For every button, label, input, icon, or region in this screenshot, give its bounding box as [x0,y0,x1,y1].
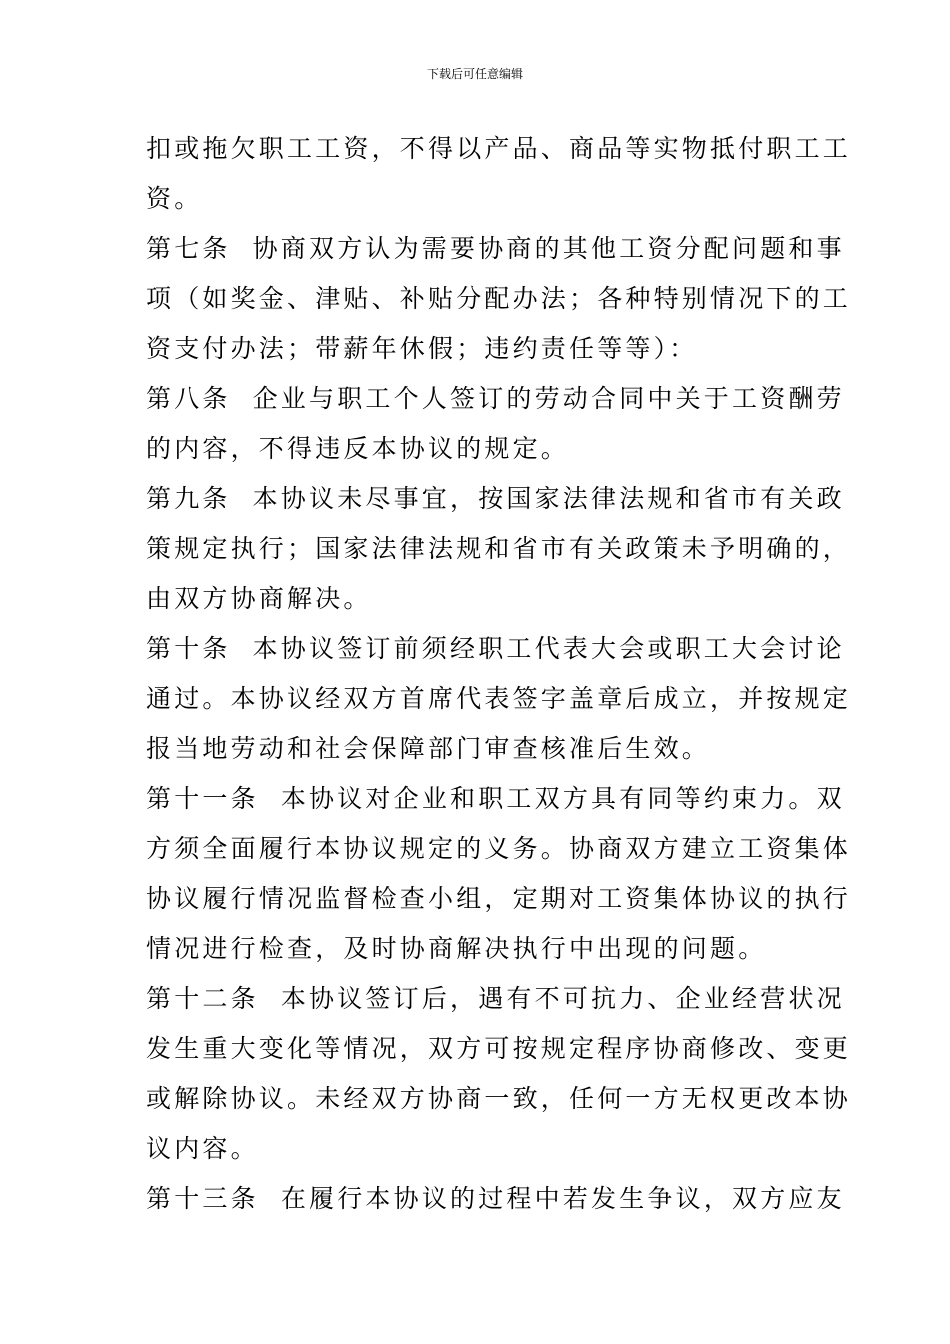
article-number: 第七条 [146,234,231,263]
line-text: 扣或拖欠职工工资，不得以产品、商品等实物抵付职工工 [146,134,852,163]
line-text: 方须全面履行本协议规定的义务。协商双方建立工资集体 [146,834,852,863]
line-text: 本协议对企业和职工双方具有同等约束力。双 [280,784,845,813]
text-line [146,980,845,1030]
text-line [146,280,852,330]
text-line [146,130,852,180]
text-line [146,580,818,630]
line-text: 报当地劳动和社会保障部门审查核准后生效。 [146,734,711,763]
paragraph [146,480,852,630]
line-text: 本协议签订后，遇有不可抗力、企业经营状况 [280,984,845,1013]
text-line [146,480,845,530]
text-line [146,230,845,280]
line-text: 或解除协议。未经双方协商一致，任何一方无权更改本协 [146,1084,852,1113]
paragraph [146,780,852,980]
page-header: 下载后可任意编辑 [426,67,523,81]
line-text: 策规定执行；国家法律法规和省市有关政策未予明确的， [146,534,852,563]
text-line [146,1130,818,1180]
text-line [146,1030,852,1080]
line-text: 协商双方认为需要协商的其他工资分配问题和事 [252,234,845,263]
paragraph [146,1180,845,1230]
line-text: 发生重大变化等情况，双方可按规定程序协商修改、变更 [146,1034,852,1063]
line-text: 的内容，不得违反本协议的规定。 [146,434,570,463]
text-line [146,1180,845,1230]
text-line [146,630,845,680]
article-number: 第十条 [146,634,231,663]
article-number: 第九条 [146,484,231,513]
line-text: 协议履行情况监督检查小组，定期对工资集体协议的执行 [146,884,852,913]
line-text: 情况进行检查，及时协商解决执行中出现的问题。 [146,934,767,963]
text-line [146,430,818,480]
text-line [146,680,852,730]
article-number: 第八条 [146,384,231,413]
line-text: 由双方协商解决。 [146,584,372,613]
line-text: 本协议未尽事宜，按国家法律法规和省市有关政 [252,484,845,513]
line-text: 项（如奖金、津贴、补贴分配办法；各种特别情况下的工 [146,284,852,313]
text-line [146,730,818,780]
paragraph [146,630,852,780]
text-line [146,1080,852,1130]
line-text: 议内容。 [146,1134,259,1163]
line-text: 在履行本协议的过程中若发生争议，双方应友 [280,1184,845,1213]
paragraph [146,130,852,230]
line-text: 企业与职工个人签订的劳动合同中关于工资酬劳 [252,384,845,413]
line-text: 资。 [146,184,203,213]
text-line [146,880,852,930]
article-number: 第十二条 [146,984,259,1013]
text-line [146,380,845,430]
text-line [146,780,845,830]
line-text: 通过。本协议经双方首席代表签字盖章后成立，并按规定 [146,684,852,713]
line-text: 本协议签订前须经职工代表大会或职工大会讨论 [252,634,845,663]
document-body [146,130,852,1230]
text-line [146,830,852,880]
text-line [146,180,818,230]
paragraph [146,380,845,480]
text-line [146,330,818,380]
paragraph [146,980,852,1180]
article-number: 第十三条 [146,1184,259,1213]
paragraph [146,230,852,380]
article-number: 第十一条 [146,784,259,813]
line-text: 资支付办法；带薪年休假；违约责任等等）： [146,334,698,363]
text-line [146,930,818,980]
text-line [146,530,852,580]
